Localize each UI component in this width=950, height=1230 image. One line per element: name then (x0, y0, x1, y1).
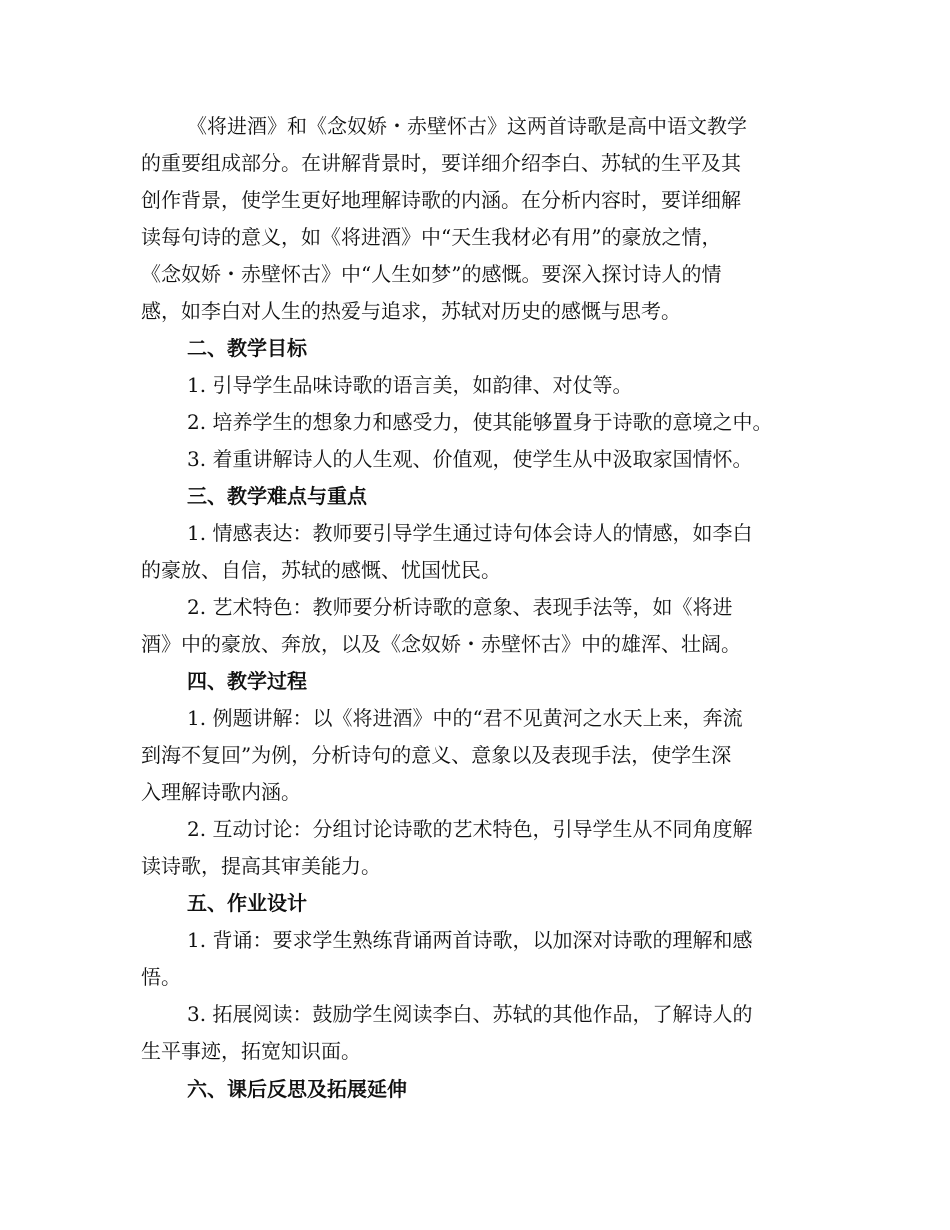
list-item: 2. 艺术特色：教师要分析诗歌的意象、表现手法等，如《将进 (187, 595, 733, 619)
paragraph-line: 《念奴娇・赤壁怀古》中“人生如梦”的感慨。要深入探讨诗人的情 (141, 262, 722, 286)
list-item: 2. 互动讨论：分组讨论诗歌的艺术特色，引导学生从不同角度解 (187, 817, 753, 841)
paragraph-line: 读每句诗的意义，如《将进酒》中“天生我材必有用”的豪放之情， (141, 225, 722, 249)
list-item: 1. 引导学生品味诗歌的语言美，如韵律、对仗等。 (187, 373, 633, 397)
paragraph-line: 《将进酒》和《念奴娇・赤壁怀古》这两首诗歌是高中语文教学 (187, 114, 747, 138)
paragraph-line: 的重要组成部分。在讲解背景时，要详细介绍李白、苏轼的生平及其 (141, 151, 741, 175)
section-heading-homework: 五、作业设计 (187, 891, 307, 915)
list-item: 1. 背诵：要求学生熟练背诵两首诗歌，以加深对诗歌的理解和感 (187, 928, 753, 952)
paragraph-line: 感，如李白对人生的热爱与追求，苏轼对历史的感慨与思考。 (141, 299, 681, 323)
section-heading-reflection: 六、课后反思及拓展延伸 (187, 1077, 407, 1101)
paragraph-line: 创作背景，使学生更好地理解诗歌的内涵。在分析内容时，要详细解 (141, 188, 741, 212)
list-item: 2. 培养学生的想象力和感受力，使其能够置身于诗歌的意境之中。 (187, 410, 773, 434)
section-heading-difficulties: 三、教学难点与重点 (187, 484, 367, 508)
list-item-continuation: 的豪放、自信，苏轼的感慨、忧国忧民。 (141, 558, 501, 582)
list-item: 3. 着重讲解诗人的人生观、价值观，使学生从中汲取家国情怀。 (187, 447, 753, 471)
list-item-continuation: 到海不复回”为例，分析诗句的意义、意象以及表现手法，使学生深 (141, 743, 732, 767)
section-heading-teaching-goals: 二、教学目标 (187, 336, 307, 360)
list-item-continuation: 生平事迹，拓宽知识面。 (141, 1039, 361, 1063)
list-item-continuation: 读诗歌，提高其审美能力。 (141, 854, 381, 878)
list-item: 1. 情感表达：教师要引导学生通过诗句体会诗人的情感，如李白 (187, 521, 753, 545)
list-item: 3. 拓展阅读：鼓励学生阅读李白、苏轼的其他作品，了解诗人的 (187, 1002, 753, 1026)
list-item: 1. 例题讲解：以《将进酒》中的“君不见黄河之水天上来，奔流 (187, 706, 743, 730)
list-item-continuation: 入理解诗歌内涵。 (141, 780, 301, 804)
list-item-continuation: 悟。 (141, 965, 181, 989)
list-item-continuation: 酒》中的豪放、奔放，以及《念奴娇・赤壁怀古》中的雄浑、壮阔。 (141, 632, 741, 656)
section-heading-teaching-process: 四、教学过程 (187, 669, 307, 693)
